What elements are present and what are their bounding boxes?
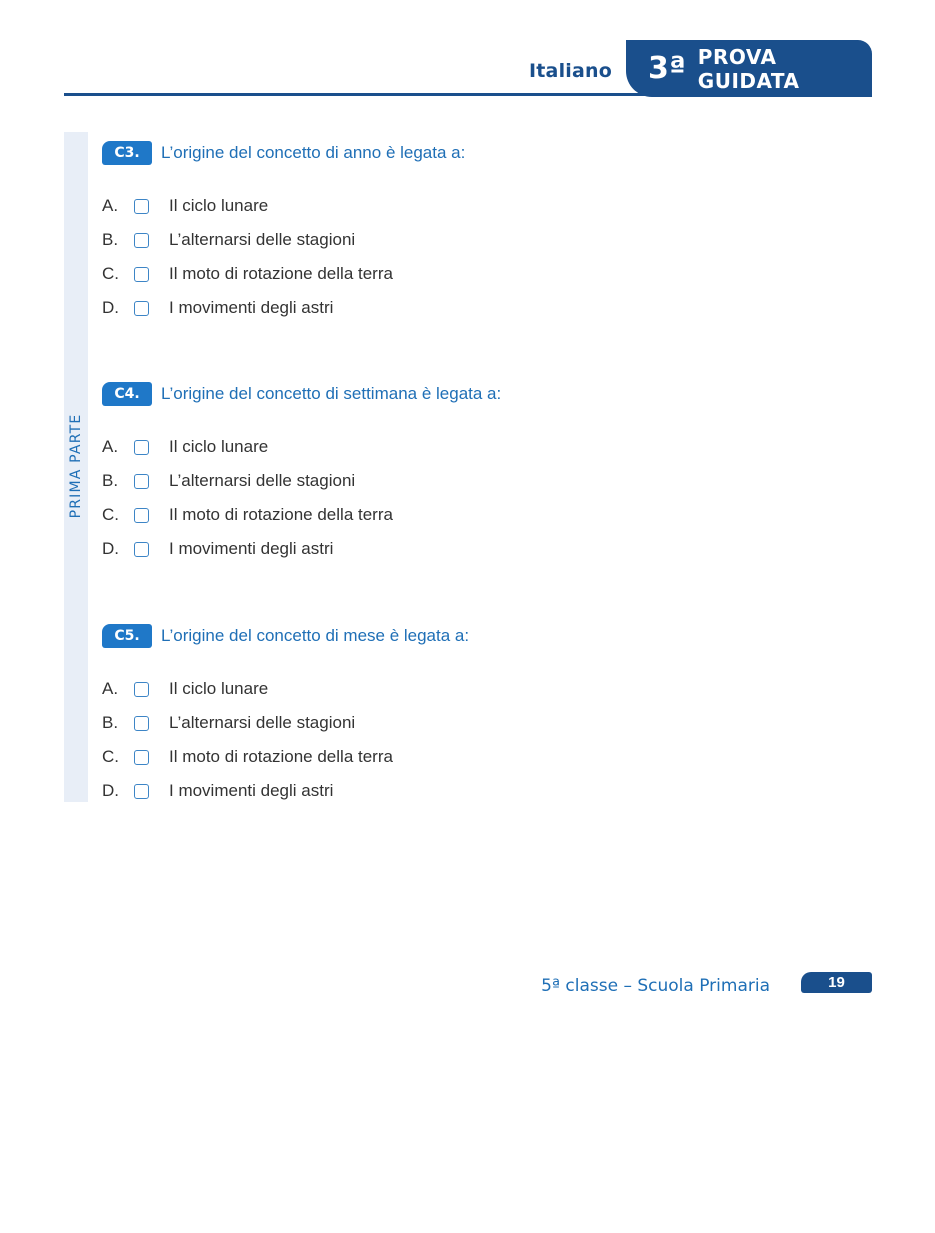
option-letter: C. [102,747,119,766]
option-d [102,532,501,566]
option-letter: A. [102,437,119,456]
option-text: Il ciclo lunare [169,437,269,456]
option-letter: D. [102,298,119,317]
question-text: L’origine del concetto di anno è legata a: [161,143,466,162]
option-b [102,223,465,257]
option-text: I movimenti degli astri [169,298,334,317]
option-checkbox[interactable] [134,474,149,489]
option-a [102,189,465,223]
option-checkbox[interactable] [134,301,149,316]
option-text: I movimenti degli astri [169,539,334,558]
option-text: L’alternarsi delle stagioni [169,471,356,490]
options-list [102,672,469,808]
option-a [102,430,501,464]
header-rule [64,93,674,96]
option-b [102,464,501,498]
test-number: 3ª [648,51,686,86]
option-text: Il moto di rotazione della terra [169,505,393,524]
option-b [102,706,469,740]
question-badge: C4. [102,382,152,406]
option-checkbox[interactable] [134,542,149,557]
test-tab [626,40,872,97]
option-a [102,672,469,706]
option-checkbox[interactable] [134,440,149,455]
option-c [102,257,465,291]
option-text: Il moto di rotazione della terra [169,747,393,766]
option-text: Il ciclo lunare [169,679,269,698]
subject-title: Italiano [529,60,612,82]
question-text: L’origine del concetto di mese è legata a: [161,626,470,645]
option-letter: D. [102,781,119,800]
options-list [102,430,501,566]
question-c3 [102,139,465,325]
option-letter: C. [102,264,119,283]
option-text: L’alternarsi delle stagioni [169,230,356,249]
option-letter: A. [102,196,119,215]
option-text: Il ciclo lunare [169,196,269,215]
option-letter: B. [102,713,119,732]
option-letter: B. [102,471,119,490]
option-text: Il moto di rotazione della terra [169,264,393,283]
option-checkbox[interactable] [134,682,149,697]
question-c5 [102,622,469,808]
option-c [102,740,469,774]
question-badge: C3. [102,141,152,165]
option-letter: B. [102,230,119,249]
option-checkbox[interactable] [134,267,149,282]
question-text: L’origine del concetto di settimana è legata a: [161,384,502,403]
option-checkbox[interactable] [134,716,149,731]
option-checkbox[interactable] [134,233,149,248]
options-list [102,189,465,325]
option-c [102,498,501,532]
section-side-label: PRIMA PARTE [68,413,84,519]
option-letter: A. [102,679,119,698]
footer-class-label: 5ª classe – Scuola Primaria [541,976,770,996]
test-label: PROVA GUIDATA [697,44,800,93]
option-text: L’alternarsi delle stagioni [169,713,356,732]
option-letter: D. [102,539,119,558]
option-checkbox[interactable] [134,750,149,765]
option-text: I movimenti degli astri [169,781,334,800]
option-checkbox[interactable] [134,508,149,523]
option-letter: C. [102,505,119,524]
question-badge: C5. [102,624,152,648]
question-c4 [102,380,501,566]
option-d [102,291,465,325]
option-checkbox[interactable] [134,784,149,799]
option-d [102,774,469,808]
page-number: 19 [801,972,872,993]
option-checkbox[interactable] [134,199,149,214]
